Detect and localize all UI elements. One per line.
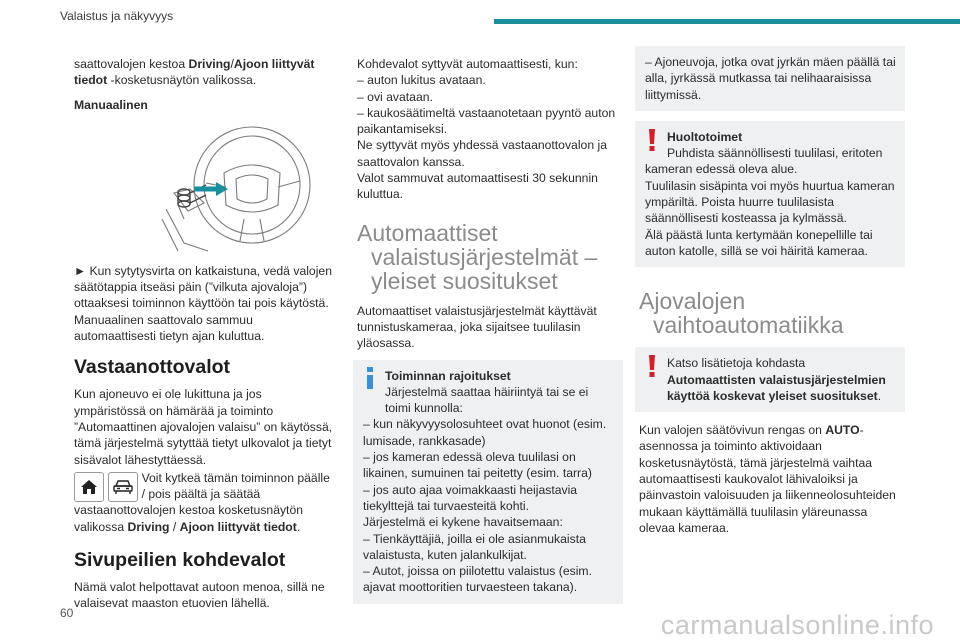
reference-box [635,347,905,412]
column-2 [357,56,619,614]
vaihtoautomatiikka-text: Kun valojen säätövivun rengas on AUTO-asennossa ja toiminto aktivoidaan kosketusnäytöstä, tämä järjestelmä vaihtaa automaattisesti kaukovalot lähivaloiksi ja päinvastoin valoisuuden ja liikenneolosuhteiden mukaan käyttämällä tuulilasin yläreunassa olevaa kameraa. [639,423,896,535]
info-line: – jos kameran edessä oleva tuulilasi on likainen, sumuinen tai peitetty (esim. tarra) [363,450,592,481]
kohdevalot-line: – auton lukitus avataan. [357,73,486,88]
info-line: – Autot, joissa on piilotettu valaistus (esim. ajavat moottoritien turvaesteen takana). [363,564,592,595]
warning-title: Huoltotoimet [667,129,743,144]
house-icon [74,472,104,502]
warning-line: Älä päästä lunta kertymään konepellille tai auton katolle, sillä se voi häiritä kameraa. [645,227,873,258]
vastaanottovalot-text: Kun ajoneuvo ei ole lukittuna ja jos ympäristössä on hämärää ja toiminto ”Automaattinen ajovalojen valaisu” on käytössä, tämä järjestelmä sytyttää tietyt ulkovalot ja tietyt sisävalot lähestyttäessä. [74,387,333,467]
steering-wheel-illustration [144,123,314,253]
icon-text: Voit kytkeä tämän toiminnon päälle / pois päältä ja säätää [141,470,330,502]
sivupeili-text: Nämä valot helpottavat autoon menoa, sillä ne valaisevat maaston etuovien lähellä. [74,580,325,611]
sivupeili-heading: Sivupeilien kohdevalot [74,549,286,572]
vaihtoautomatiikka-heading: Ajovalojen vaihtoautomatiikka [639,288,844,339]
info-box [353,360,623,604]
page-number: 60 [60,606,74,620]
warning-line: Tuulilasin sisäpinta voi myös huurtua kameran ympäriltä. Poista huurre tuulilasista säännöllisesti kosteassa ja kylmässä. [645,178,895,226]
warning-icon [645,128,659,152]
kohdevalot-line: Ne syttyvät myös yhdessä vastaanottovalon ja saattovalon kanssa. [357,138,607,169]
automaattiset-heading: Automaattiset valaistusjärjestelmät – yleiset suositukset [357,219,598,294]
kohdevalot-line: – ovi avataan. [357,89,433,104]
column-3 [639,46,901,544]
info-first-line: Järjestelmä saattaa häiriintyä tai se ei toimi kunnolla: [385,384,589,416]
section-title: Valaistus ja näkyvyys [60,9,174,23]
manual-step: ► Kun sytytysvirta on katkaistuna, vedä valojen säätötappia itseäsi päin (”vilkuta ajovaloja”) ottaaksesi toiminnon käyttöön tai pois käytöstä. Manuaalinen saattovalo sammuu automaattisesti tietyn ajan kuluttua. [74,263,332,344]
kohdevalot-line: Valot sammuvat automaattisesti 30 sekunnin kuluttua. [357,171,598,202]
header-accent-bar [494,19,960,24]
icon-row [74,470,336,503]
manual-heading: Manuaalinen [74,97,148,112]
info-line: – jos auto ajaa voimakkaasti heijastavia tiekylttejä tai turvaesteitä kohti. [363,482,578,513]
icon-text-continuation: vastaanottovalojen kestoa kosketusnäytön valikossa Driving / Ajoon liittyvät tiedot. [74,503,304,534]
info-title: Toiminnan rajoitukset [385,368,511,383]
info-line: Järjestelmä ei kykene havaitsemaan: [363,515,563,530]
reference-text: Katso lisätietoja kohdasta Automaattisten valaistusjärjestelmien käyttöä koskevat yleiset suositukset. [667,356,886,403]
info-line: – Tienkäyttäjiä, joilla ei ole asianmukaista valaistusta, kuten jalankulkijat. [363,531,586,562]
car-icon [108,472,138,502]
page-header [0,0,960,34]
kohdevalot-line: – kaukosäätimeltä vastaanotetaan pyyntö auton paikantamiseksi. [357,105,616,137]
continuation-box [635,46,905,111]
continuation-text: – Ajoneuvoja, jotka ovat jyrkän mäen päällä tai alla, jyrkässä mutkassa tai nelihaaraisissa liittymissä. [645,55,896,102]
warning-icon [645,354,659,378]
info-line: – kun näkyvyysolosuhteet ovat huonot (esim. lumisade, rankkasade) [363,417,607,448]
kohdevalot-line: Kohdevalot syttyvät automaattisesti, kun: [357,57,578,71]
warning-box [635,121,905,267]
automaattiset-text: Automaattiset valaistusjärjestelmät käyttävät tunnistuskameraa, joka sijaitsee tuulilasin yläosassa. [357,303,597,351]
steering-wheel-icon [144,123,314,253]
column-1 [74,56,336,620]
vastaanottovalot-heading: Vastaanottovalot [74,356,231,379]
warning-first-line: Puhdista säännöllisesti tuulilasi, eritoten [667,146,883,161]
watermark: carmanualsonline.info [660,610,934,640]
info-icon [363,366,377,390]
intro-paragraph: saattovalojen kestoa Driving/Ajoon liittyvät tiedot -kosketusnäytön valikossa. [74,57,315,88]
warning-line: kameran edessä oleva alue. [645,162,798,177]
